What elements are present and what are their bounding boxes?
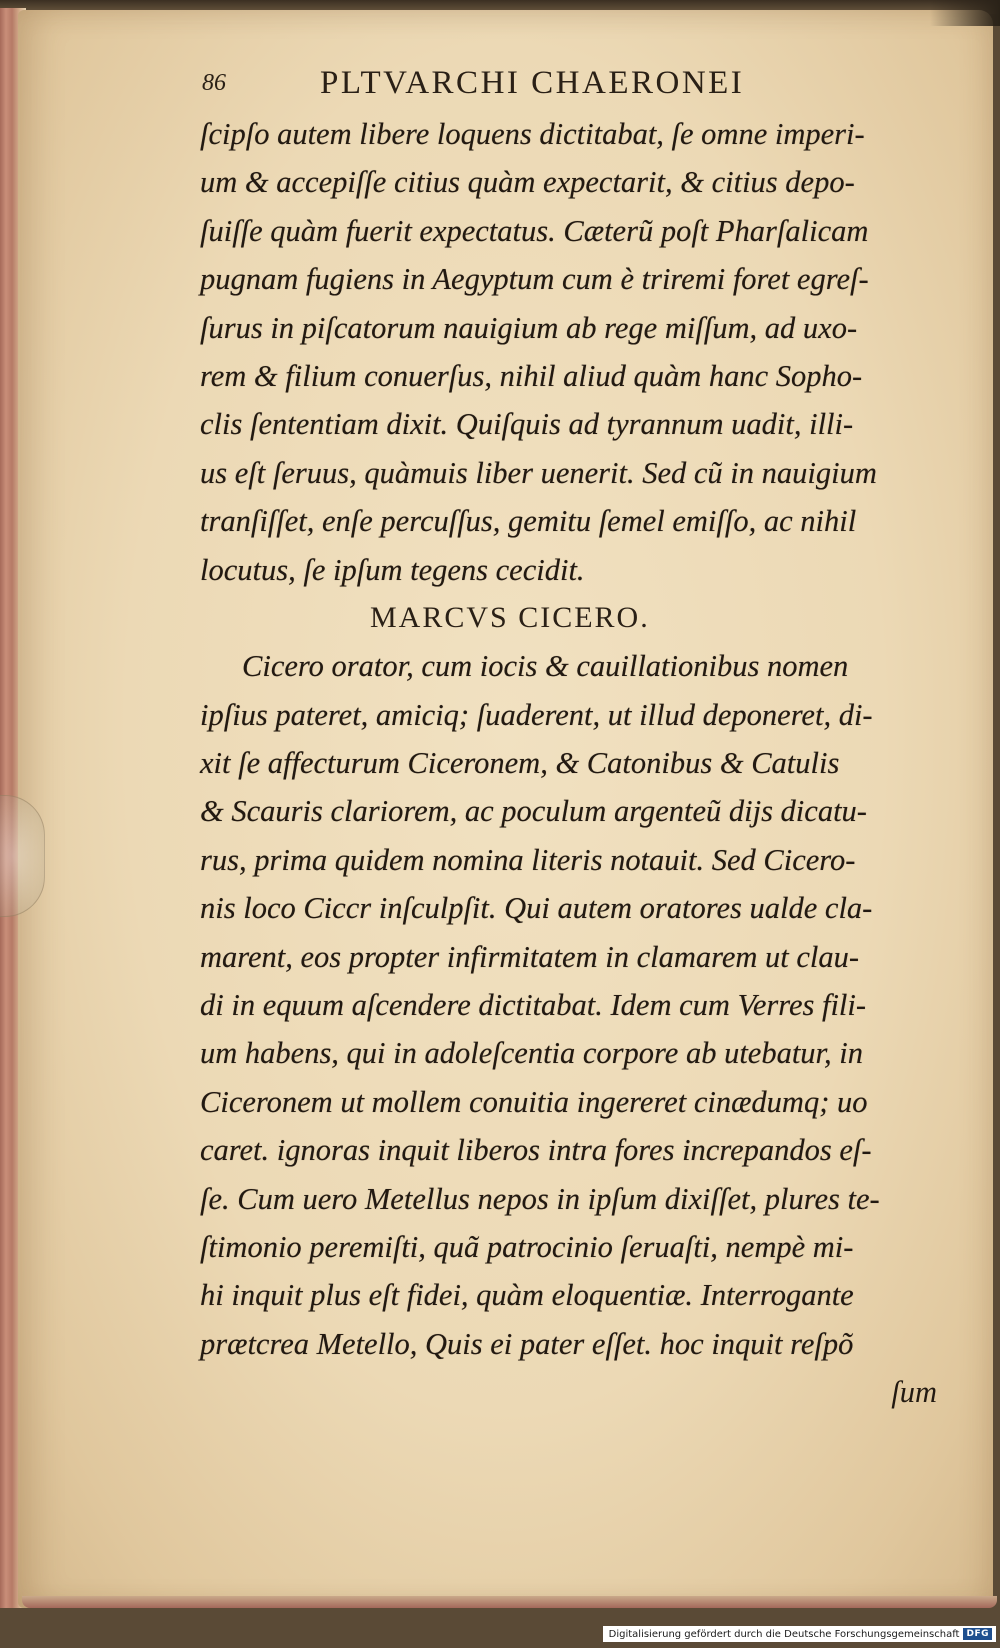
text-line: um habens, qui in adoleſcentia corpore ab utebatur, in	[200, 1036, 864, 1071]
corner-shadow	[930, 0, 1000, 26]
text-line: marent, eos propter infirmitatem in clamarem ut clau-	[200, 939, 860, 974]
text-line: ipſius pateret, amiciq; ſuaderent, ut illud deponeret, di-	[200, 697, 873, 732]
text-line: us eſt ſeruus, quàmuis liber uenerit. Sed cũ in nauigium	[200, 455, 877, 490]
book-page-bottom-edge	[22, 1596, 997, 1608]
text-line: Cicero orator, cum iocis & cauillationibus nomen	[242, 649, 849, 684]
catchword: ſum	[891, 1375, 937, 1410]
text-line: ſtimonio peremiſti, quã patrocinio ſeruaſti, nempè mi-	[200, 1229, 854, 1264]
dfg-logo: DFG	[963, 1628, 992, 1640]
body-text	[200, 110, 955, 1417]
text-line: rus, prima quidem nomina literis notauit. Sed Cicero-	[200, 842, 856, 877]
running-head	[200, 60, 955, 110]
folio-number: 86	[202, 70, 226, 96]
page-clip	[0, 795, 45, 917]
digitization-credit	[603, 1626, 996, 1642]
section-heading: MARCVS CICERO.	[370, 600, 650, 634]
text-line: pugnam fugiens in Aegyptum cum è triremi foret egreſ-	[200, 262, 869, 297]
text-line: hi inquit plus eſt fidei, quàm eloquentiæ. Interrogante	[200, 1278, 854, 1313]
text-line: ſuiſſe quàm fuerit expectatus. Cæterũ poſt Pharſalicam	[200, 213, 869, 248]
text-line: um & accepiſſe citius quàm expectarit, & citius depo-	[200, 165, 855, 200]
text-line: xit ſe affecturum Ciceronem, & Catonibus & Catulis	[200, 746, 840, 781]
text-line: locutus, ſe ipſum tegens cecidit.	[200, 552, 585, 587]
text-line: di in equum aſcendere dictitabat. Idem cum Verres fili-	[200, 988, 867, 1023]
text-line: rem & filium conuerſus, nihil aliud quàm hanc Sopho-	[200, 358, 863, 393]
text-line: & Scauris clariorem, ac poculum argenteũ dijs dicatu-	[200, 794, 867, 829]
text-line: Ciceronem ut mollem conuitia ingereret cinædumq; uo	[200, 1084, 868, 1119]
text-line: ſe. Cum uero Metellus nepos in ipſum dixiſſet, plures te-	[200, 1181, 880, 1216]
text-line: prætcrea Metello, Quis ei pater eſſet. hoc inquit reſpõ	[200, 1326, 854, 1361]
text-line: nis loco Ciccr inſculpſit. Qui autem oratores ualde cla-	[200, 891, 873, 926]
text-line: tranſiſſet, enſe percuſſus, gemitu ſemel emiſſo, ac nihil	[200, 504, 857, 539]
running-head-title: PLTVARCHI CHAERONEI	[320, 65, 745, 101]
text-line: ſurus in piſcatorum nauigium ab rege miſſum, ad uxo-	[200, 310, 858, 345]
text-line: ſcipſo autem libere loquens dictitabat, ſe omne imperi-	[200, 117, 865, 151]
text-line: caret. ignoras inquit liberos intra fores increpandos eſ-	[200, 1133, 872, 1168]
credit-text: Digitalisierung gefördert durch die Deutsche Forschungsgemeinschaft	[608, 1628, 960, 1640]
text-line: clis ſententiam dixit. Quiſquis ad tyrannum uadit, illi-	[200, 407, 854, 442]
text-block	[200, 60, 955, 1417]
